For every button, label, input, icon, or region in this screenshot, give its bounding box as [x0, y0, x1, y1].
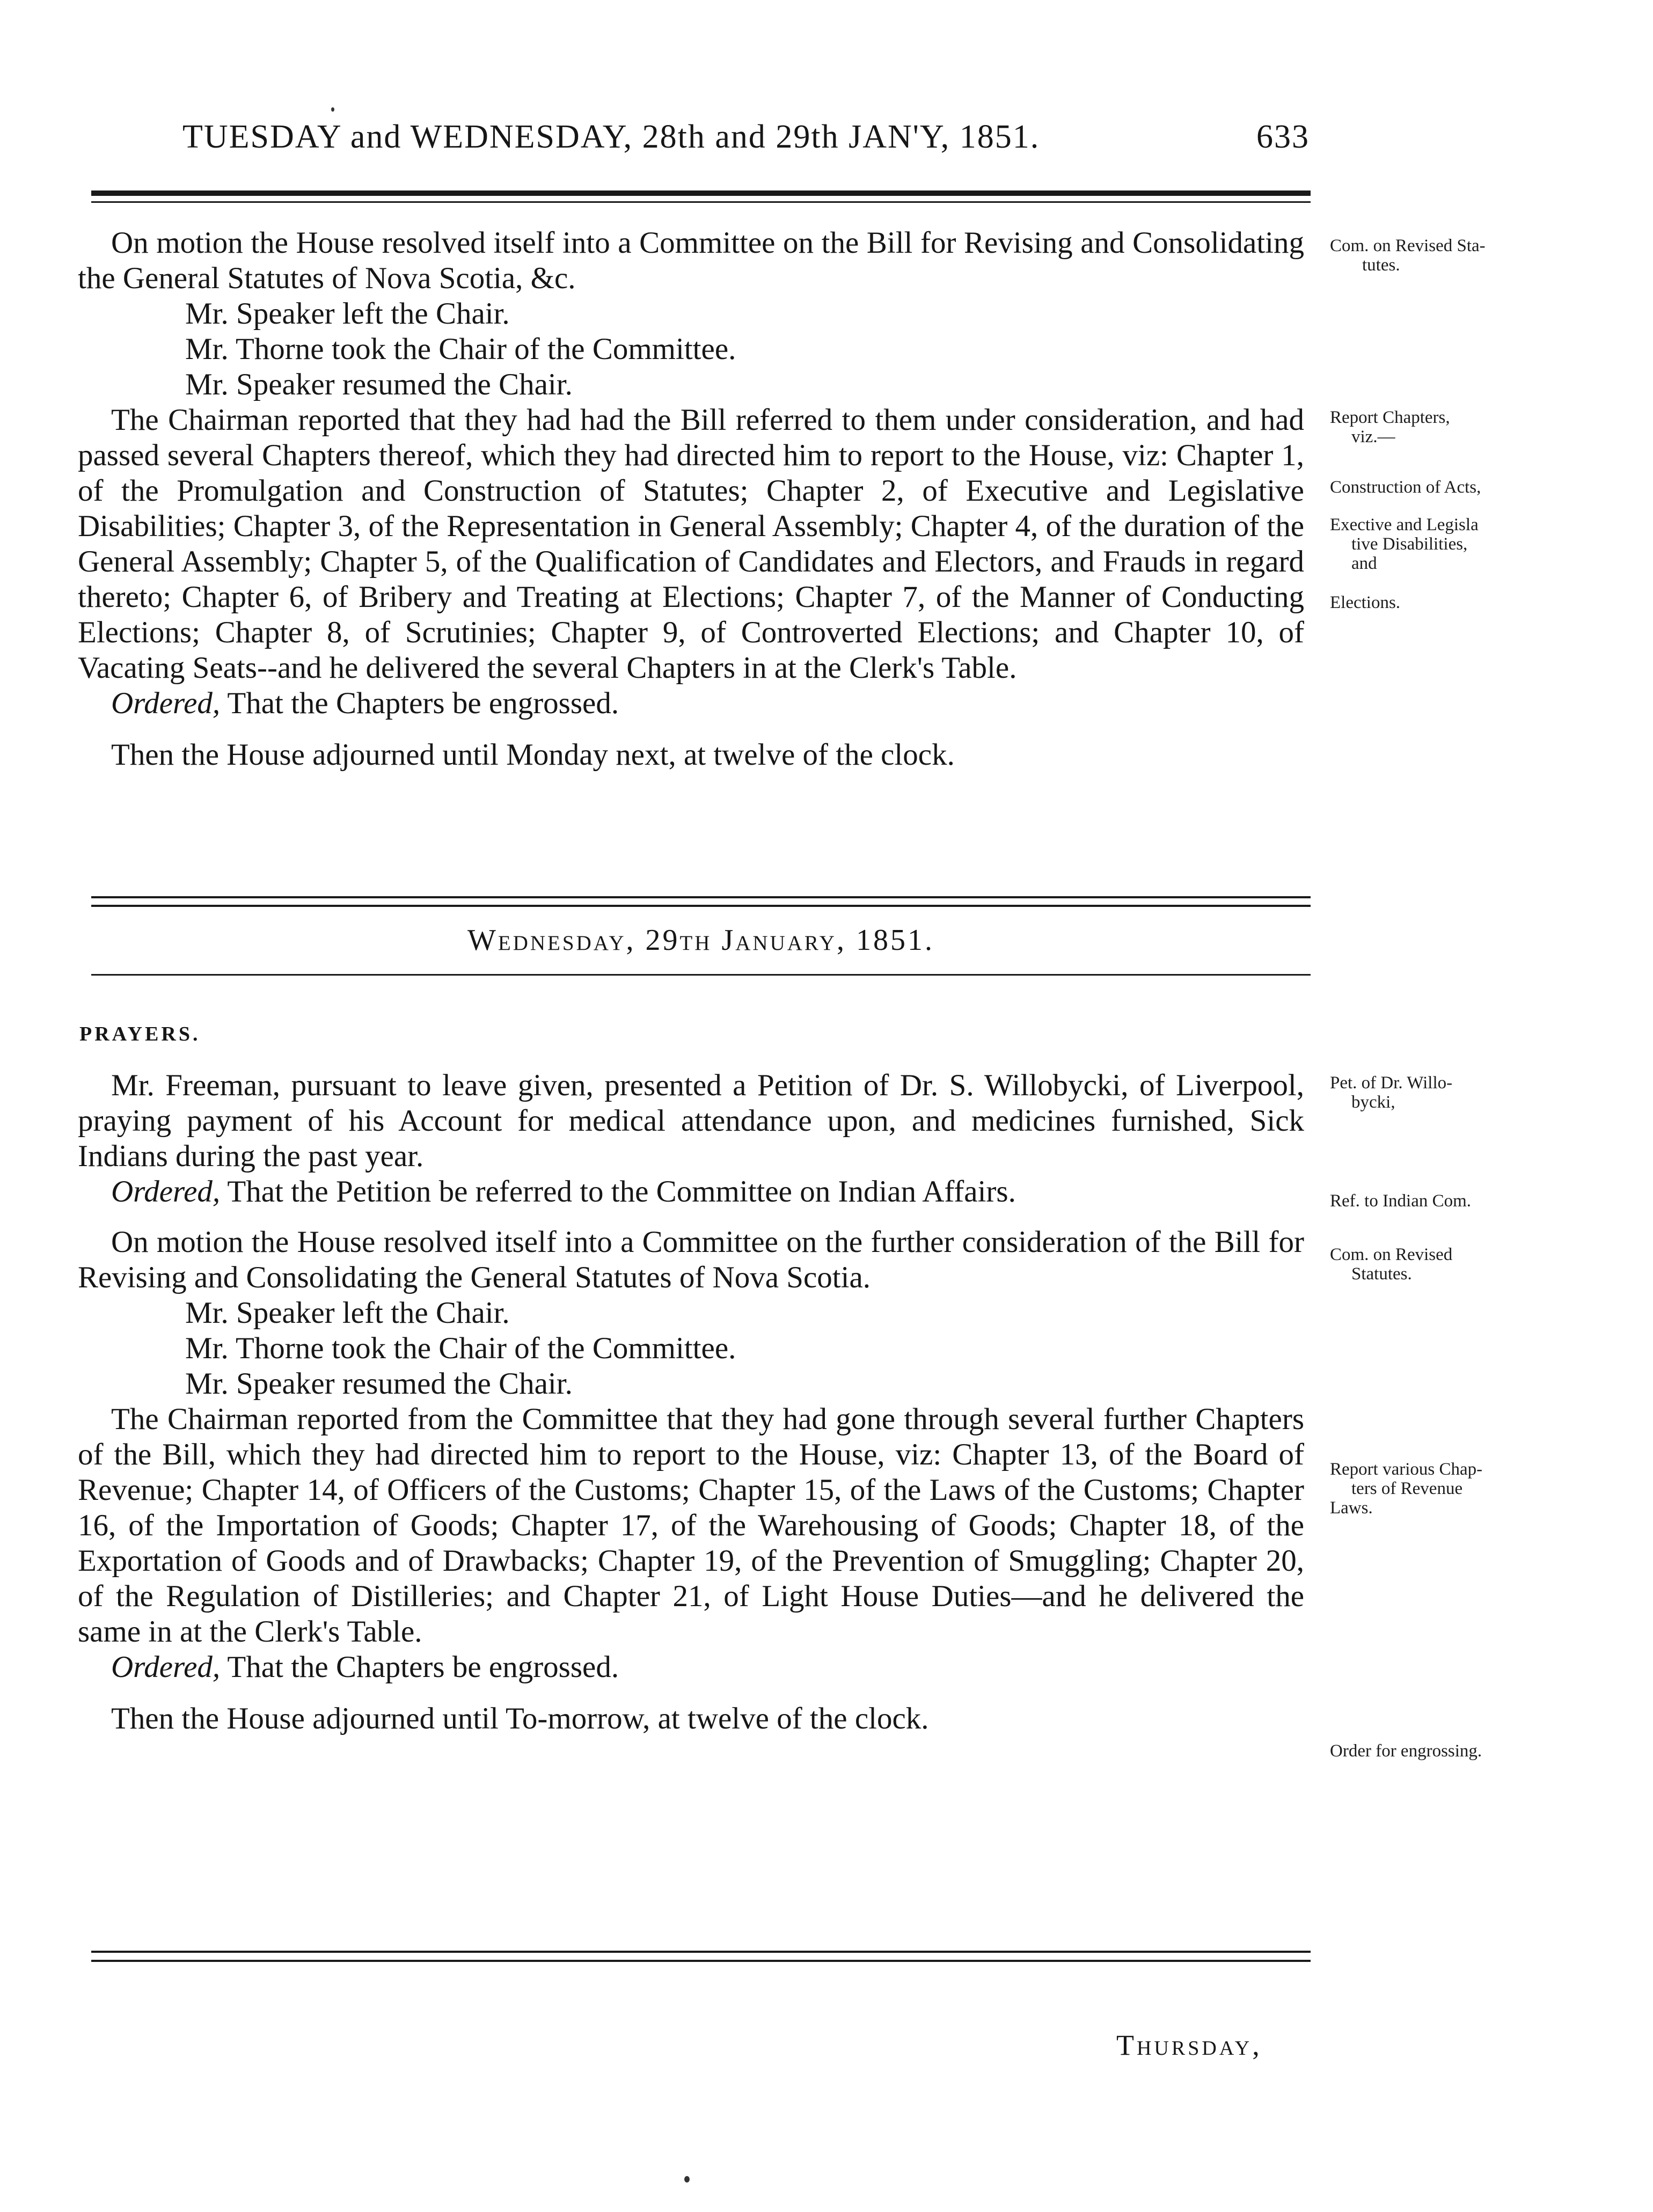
prayers-label: PRAYERS. — [79, 1023, 201, 1045]
section2-ordered2-label: Ordered, — [111, 1650, 221, 1684]
section2-motion-paragraph: On motion the House resolved itself into a Committee on the further consideration of the Bill for Revising and Consolidating the General Statutes of Nova Scotia. — [78, 1225, 1304, 1294]
section1-ordered-text: That the Chapters be engrossed. — [227, 686, 619, 720]
section1-speaker-left: Mr. Speaker left the Chair. — [185, 297, 510, 331]
footer-rule-2 — [91, 1960, 1311, 1962]
margin-note-report-various: Report various Chap- ters of Revenue Laws. — [1330, 1460, 1483, 1518]
section2-ordered1-text: That the Petition be referred to the Committee on Indian Affairs. — [227, 1175, 1016, 1208]
section2-ordered1-label: Ordered, — [111, 1175, 221, 1208]
petition-paragraph: Mr. Freeman, pursuant to leave given, presented a Petition of Dr. S. Willobycki, of Liverpool, praying payment of his Account for medical attendance upon, and medicines furnished, Sick Indians during the past year. — [78, 1068, 1304, 1173]
section2-speaker-resumed: Mr. Speaker resumed the Chair. — [185, 1367, 573, 1401]
section1-body — [78, 225, 1304, 773]
margin-note-executive: Exective and Legisla tive Disabilities, and — [1330, 515, 1479, 573]
page-number: 633 — [1256, 119, 1310, 155]
header-title: TUESDAY and WEDNESDAY, 28th and 29th JAN'Y, 1851. — [182, 119, 1040, 155]
margin-note-order-engrossing: Order for engrossing. — [1330, 1741, 1482, 1761]
section1-adjourn: Then the House adjourned until Monday next, at twelve of the clock. — [111, 738, 955, 772]
catchword: Thursday, — [1116, 2029, 1262, 2061]
section2-title-rule — [91, 974, 1311, 976]
section-divider-top-1 — [91, 896, 1311, 898]
margin-note-report-chapters: Report Chapters, viz.— — [1330, 408, 1450, 446]
margin-note-petition: Pet. of Dr. Willo- bycki, — [1330, 1073, 1453, 1112]
section1-thorne-took: Mr. Thorne took the Chair of the Committee. — [185, 332, 736, 366]
section2-ordered2-text: That the Chapters be engrossed. — [227, 1650, 619, 1684]
section2-title: Wednesday, 29th January, 1851. — [467, 924, 934, 957]
margin-note-construction: Construction of Acts, — [1330, 478, 1481, 497]
header-rule-thick — [91, 191, 1311, 196]
section1-motion-paragraph: On motion the House resolved itself into a Committee on the Bill for Revising and Consolidating the General Statutes of Nova Scotia, &c. — [78, 226, 1304, 295]
section2-thorne-took: Mr. Thorne took the Chair of the Committee. — [185, 1331, 736, 1365]
margin-note-ref-indian: Ref. to Indian Com. — [1330, 1191, 1472, 1211]
section1-ordered-label: Ordered, — [111, 686, 221, 720]
running-header — [182, 118, 1310, 161]
section2-report-paragraph: The Chairman reported from the Committee that they had gone through several further Chapters of the Bill, which they had directed him to report to the House, viz: Chapter 13, of the Board of Revenue; Chapter 14, of Officers of the Customs; Chapter 15, of the Laws of the Customs; Chapter 16, of the Importation of Goods; Chapter 17, of the Warehousing of Goods; Chapter 18, of the Exportation of Goods and of Drawbacks; Chapter 19, of the Prevention of Smuggling; Chapter 20, of the Regulation of Distilleries; and Chapter 21, of Light House Duties—and he delivered the same in at the Clerk's Table. — [78, 1402, 1304, 1649]
margin-note-com-revised-1: Com. on Revised Sta- tutes. — [1330, 236, 1486, 275]
section1-report-paragraph: The Chairman reported that they had had the Bill referred to them under consideration, and had passed several Chapters thereof, which they had directed him to report to the House, viz: Chapter 1, of the Promulgation and Construction of Statutes; Chapter 2, of Executive and Legislative Disabilities; Chapter 3, of the Representation in General Assembly; Chapter 4, of the duration of the General Assembly; Chapter 5, of the Qualification of Candidates and Electors, and Frauds in regard thereto; Chapter 6, of Bribery and Treating at Elections; Chapter 7, of the Manner of Conducting Elections; Chapter 8, of Scrutinies; Chapter 9, of Controverted Elections; and Chapter 10, of Vacating Seats--and he delivered the several Chapters in at the Clerk's Table. — [78, 403, 1304, 685]
header-rule-thin — [91, 201, 1311, 203]
section2-ordered1 — [78, 1174, 1304, 1210]
footer-rule-1 — [91, 1951, 1311, 1953]
section2-adjourn: Then the House adjourned until To-morrow, at twelve of the clock. — [111, 1702, 929, 1735]
section-divider-top-2 — [91, 905, 1311, 907]
margin-note-elections: Elections. — [1330, 593, 1401, 612]
section2-speaker-left: Mr. Speaker left the Chair. — [185, 1296, 510, 1330]
section2-body — [78, 1068, 1304, 1737]
section2-ordered2 — [78, 1650, 1304, 1685]
section1-ordered — [78, 686, 1304, 721]
margin-note-com-revised-2: Com. on Revised Statutes. — [1330, 1245, 1453, 1284]
print-speck — [331, 107, 334, 112]
print-speck — [684, 2176, 690, 2182]
section1-speaker-resumed: Mr. Speaker resumed the Chair. — [185, 368, 573, 401]
